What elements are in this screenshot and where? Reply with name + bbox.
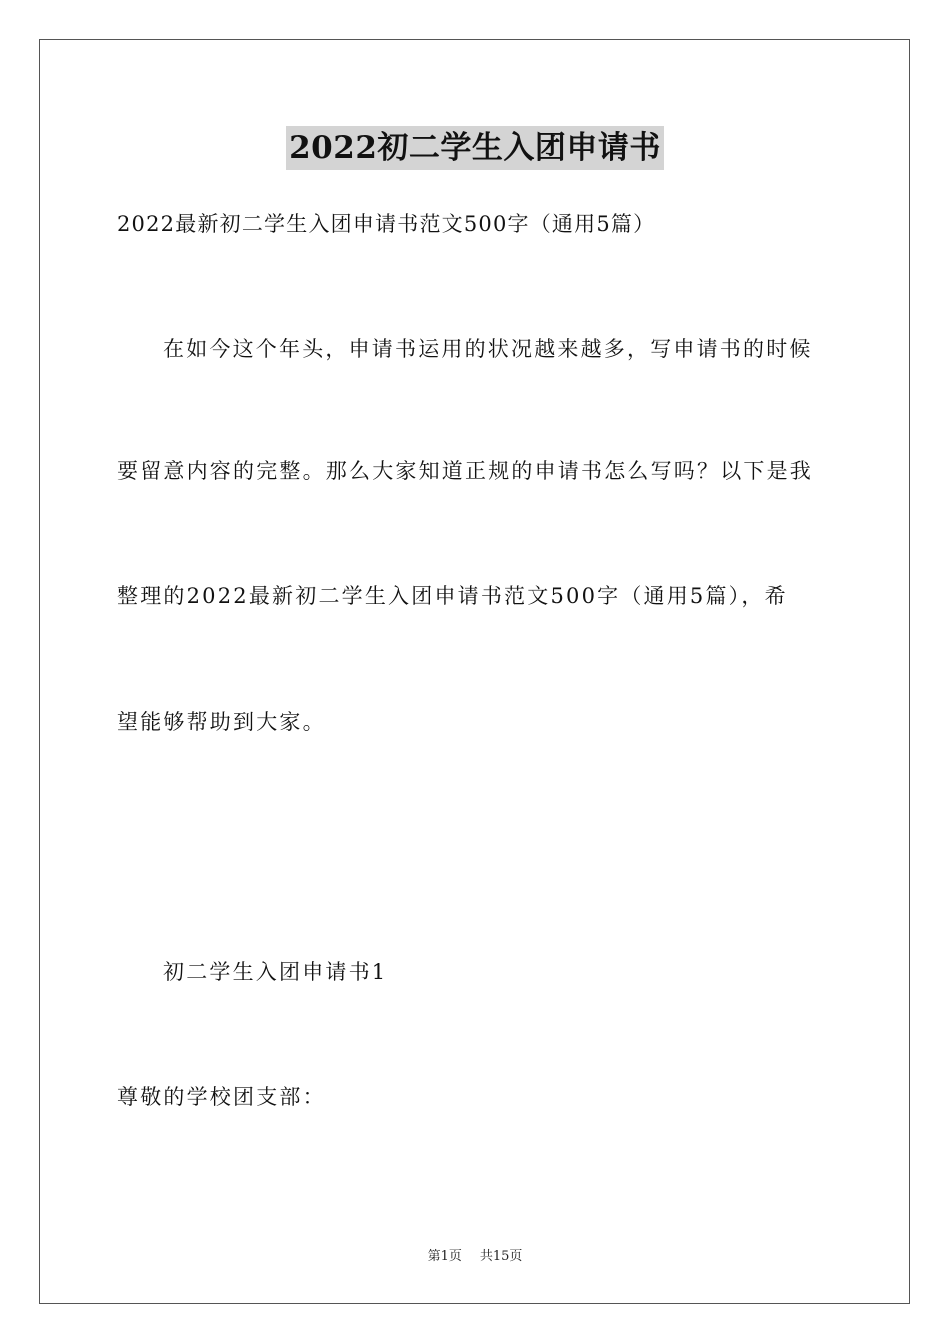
paragraph-line: 要留意内容的完整。那么大家知道正规的申请书怎么写吗？以下是我 [117, 459, 813, 483]
paragraph-line: 望能够帮助到大家。 [117, 710, 326, 734]
page-footer [0, 1248, 950, 1266]
page-number: 第1页 [427, 1249, 462, 1264]
paragraph-line: 在如今这个年头，申请书运用的状况越来越多，写申请书的时候 [163, 337, 813, 361]
document-subtitle: 2022最新初二学生入团申请书范文500字（通用5篇） [117, 212, 656, 236]
section-heading: 初二学生入团申请书1 [163, 960, 388, 984]
salutation: 尊敬的学校团支部： [117, 1085, 326, 1109]
document-title: 2022初二学生入团申请书 [286, 126, 664, 170]
title-container [0, 126, 950, 170]
page-total: 共15页 [479, 1249, 523, 1264]
paragraph-line: 整理的2022最新初二学生入团申请书范文500字（通用5篇），希 [117, 584, 788, 608]
